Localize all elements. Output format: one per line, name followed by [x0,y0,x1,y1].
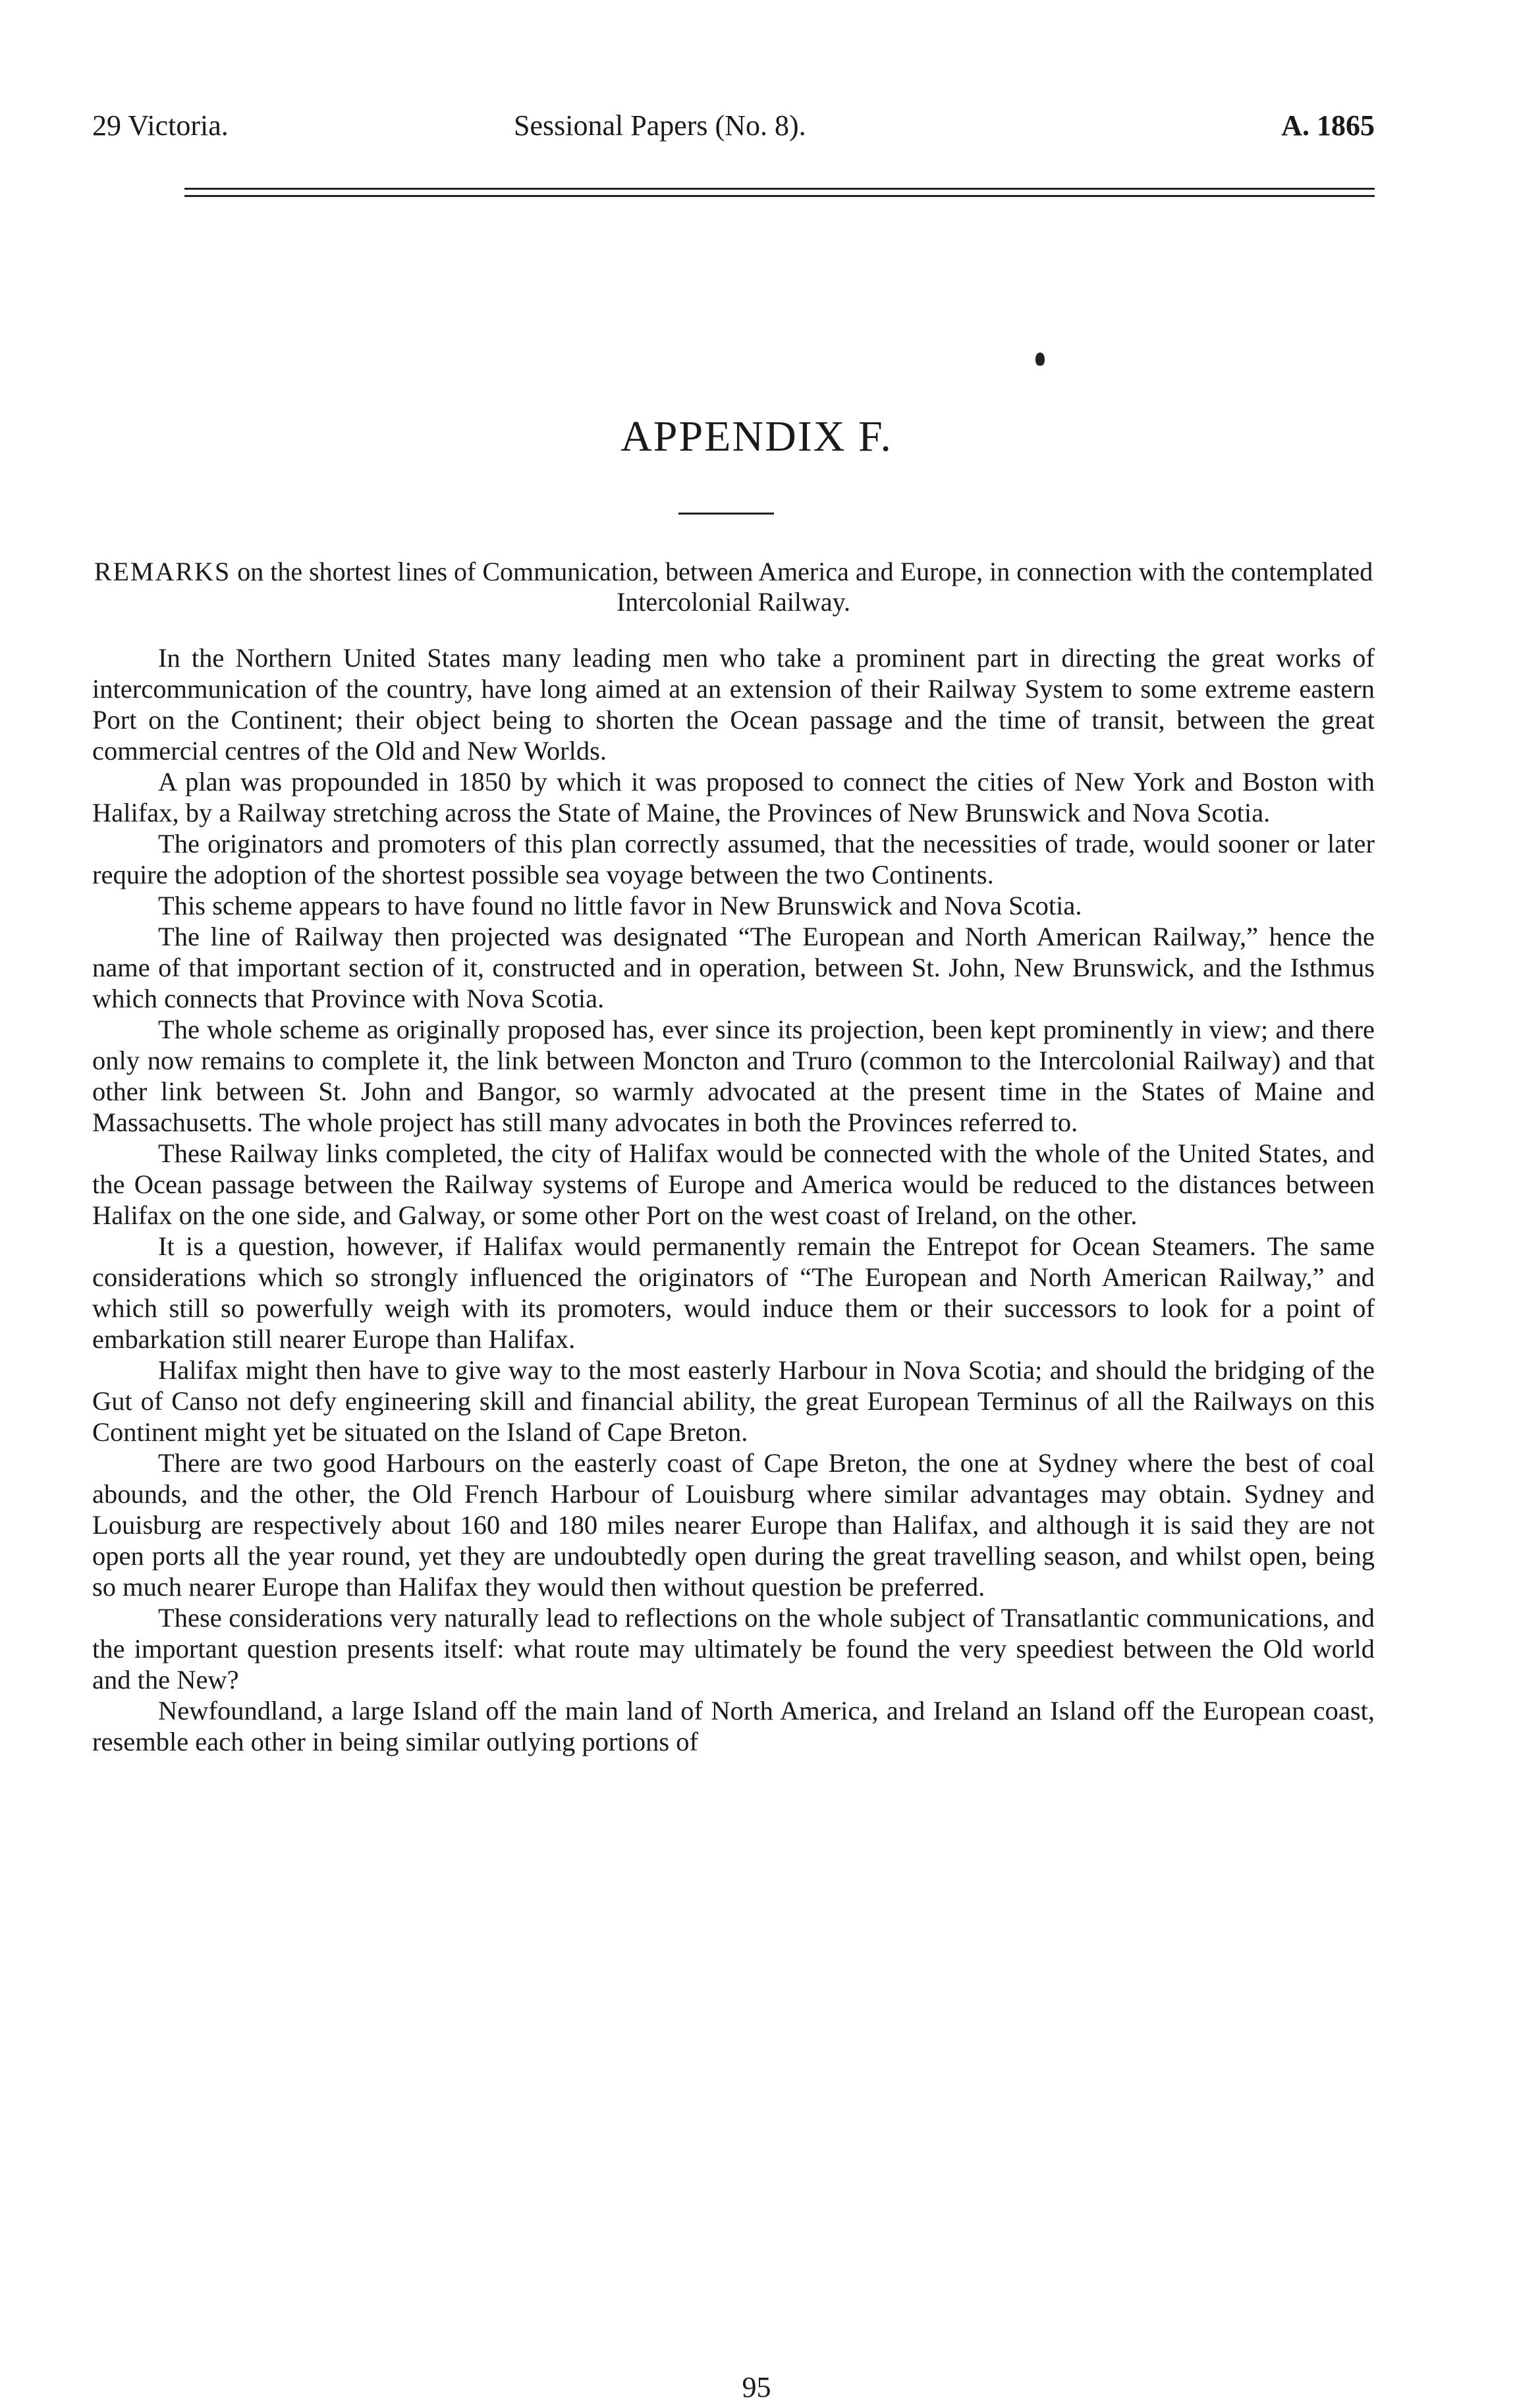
paragraph: The originators and promoters of this plan correctly assumed, that the necessities of trade, would sooner or later require the adoption of the shortest possible sea voyage between the two Continents. [92,829,1375,889]
header-rule-top [184,188,1375,190]
paragraph: The line of Railway then projected was designated “The European and North American Railway,” hence the name of that important section of it, constructed and in operation, between St. John, New Brunswick, and the Isthmus which connects that Province with Nova Scotia. [92,922,1375,1013]
title-rule [678,513,774,515]
paragraph: These Railway links completed, the city of Halifax would be connected with the whole of the United States, and the Ocean passage between the Railway systems of Europe and America would be reduced to the distances between Halifax on the one side, and Galway, or some other Port on the west coast of Ireland, on the other. [92,1138,1375,1230]
header-session: 29 Victoria. [92,109,229,142]
remarks-text: on the shortest lines of Communication, between America and Europe, in connection with the contemplated Intercolonial Railway. [237,557,1373,617]
running-header [92,109,1375,161]
body-text [92,642,1375,1757]
page-number: 95 [742,2371,771,2403]
remarks-heading [92,557,1375,617]
paragraph: Halifax might then have to give way to the most easterly Harbour in Nova Scotia; and should the bridging of the Gut of Canso not defy engineering skill and financial ability, the great European Terminus of all the Railways on this Continent might yet be situated on the Island of Cape Breton. [92,1355,1375,1447]
remarks-lead-word: REMARKS [94,557,231,586]
paragraph: The whole scheme as originally proposed has, ever since its projection, been kept prominently in view; and there only now remains to complete it, the link between Moncton and Truro (common to the Intercolonial Railway) and that other link between St. John and Bangor, so warmly advocated at the present time in the States of Maine and Massachusetts. The whole project has still many advocates in both the Provinces referred to. [92,1015,1375,1137]
header-rule-bottom [184,195,1375,197]
header-year: A. 1865 [1281,109,1375,142]
appendix-title: APPENDIX F. [620,412,893,461]
paragraph: It is a question, however, if Halifax would permanently remain the Entrepot for Ocean Steamers. The same considerations which so strongly influenced the originators of “The European and North American Railway,” and which still so powerfully weigh with its promoters, would induce them or their successors to look for a point of embarkation still nearer Europe than Halifax. [92,1231,1375,1354]
paragraph: In the Northern United States many leading men who take a prominent part in directing the great works of intercommunication of the country, have long aimed at an extension of their Railway System to some extreme eastern Port on the Continent; their object being to shorten the Ocean passage and the time of transit, between the great commercial centres of the Old and New Worlds. [92,643,1375,766]
paragraph: These considerations very naturally lead to reflections on the whole subject of Transatlantic communications, and the important question presents itself: what route may ultimately be found the very speediest between the Old world and the New? [92,1603,1375,1694]
paragraph: A plan was propounded in 1850 by which it was proposed to connect the cities of New York and Boston with Halifax, by a Railway stretching across the State of Maine, the Provinces of New Brunswick and Nova Scotia. [92,767,1375,827]
paragraph: This scheme appears to have found no little favor in New Brunswick and Nova Scotia. [158,891,1082,920]
paragraph: Newfoundland, a large Island off the main land of North America, and Ireland an Island off the European coast, resemble each other in being similar outlying portions of [92,1696,1375,1756]
ink-mark [1035,352,1045,366]
paragraph: There are two good Harbours on the easterly coast of Cape Breton, the one at Sydney where the best of coal abounds, and the other, the Old French Harbour of Louisburg where similar advantages may obtain. Sydney and Louisburg are respectively about 160 and 180 miles nearer Europe than Halifax, and although it is said they are not open ports all the year round, yet they are undoubtedly open during the great travelling season, and whilst open, being so much nearer Europe than Halifax they would then without question be preferred. [92,1448,1375,1602]
header-sessional-papers: Sessional Papers (No. 8). [514,109,806,142]
